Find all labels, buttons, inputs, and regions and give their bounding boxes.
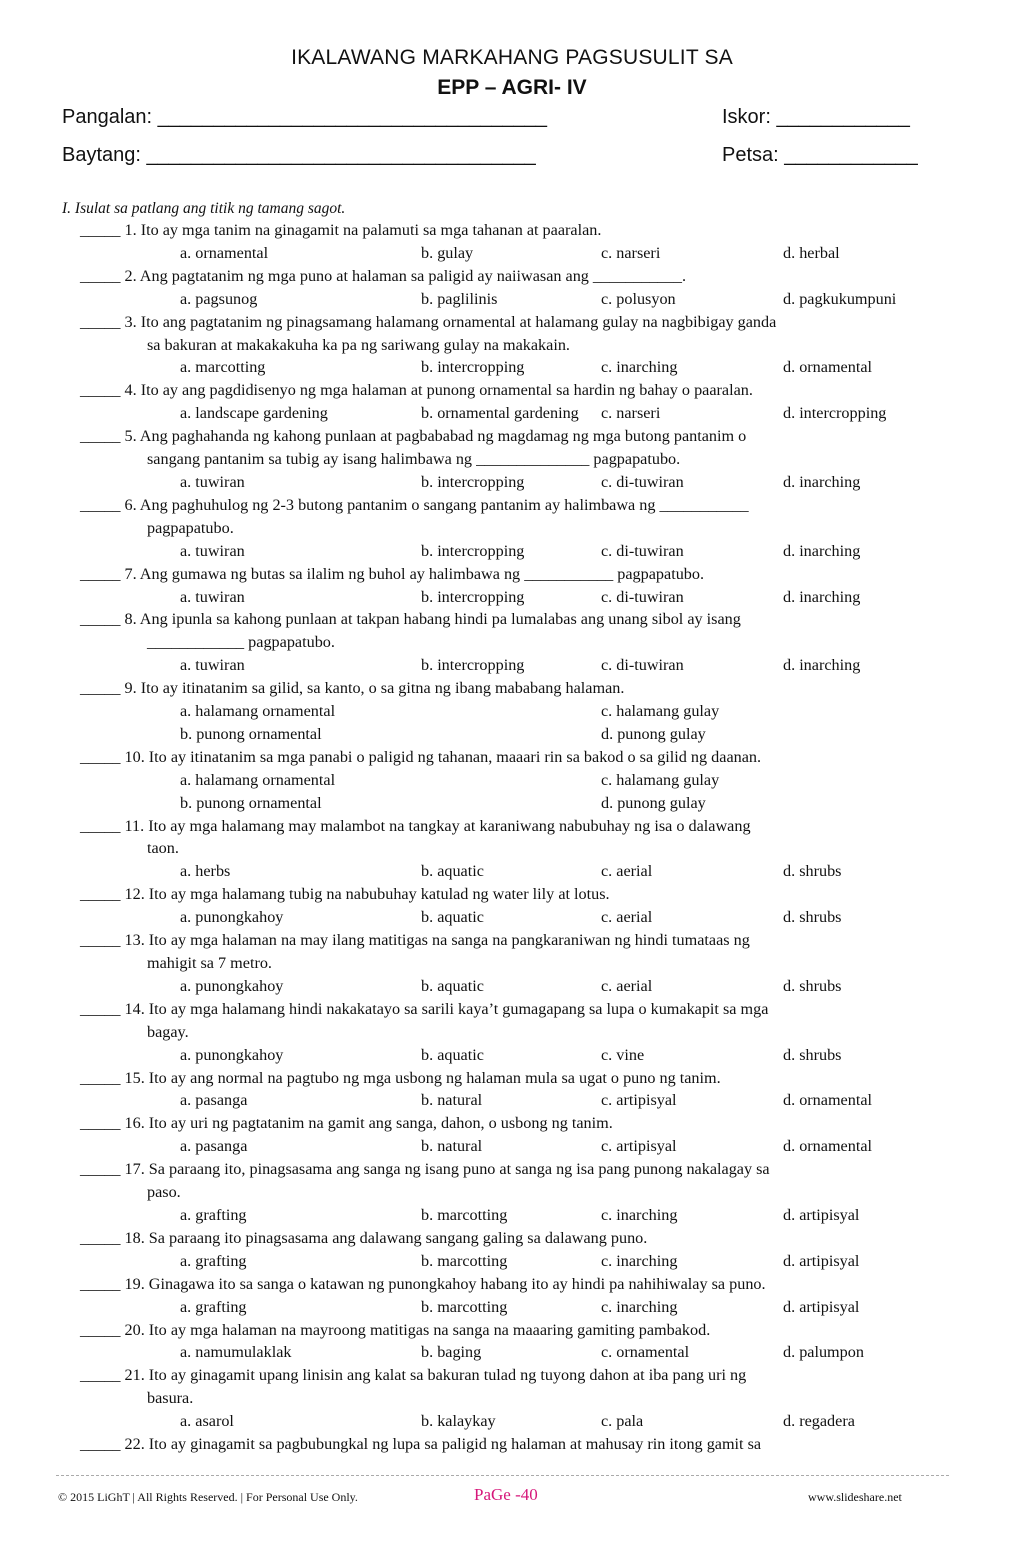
answer-choice: d. artipisyal — [783, 1297, 860, 1316]
question-text: _____ 14. Ito ay mga halamang hindi nakakatayo sa sarili kaya’t gumagapang sa lupa o kumakapit sa mga — [80, 999, 769, 1018]
answer-choice — [783, 792, 963, 815]
answer-choice: c. inarching — [601, 1297, 678, 1316]
choice-row — [80, 1089, 980, 1112]
answer-choice: b. marcotting — [421, 1297, 508, 1316]
question-text: _____ 19. Ginagawa ito sa sanga o katawan ng punongkahoy habang ito ay hindi pa nahihiwalay sa puno. — [80, 1274, 766, 1293]
answer-choice: a. pasanga — [180, 1091, 248, 1110]
question-item — [80, 1433, 980, 1456]
question-text: _____ 8. Ang ipunla sa kahong punlaan at takpan habang hindi pa lumalabas ang unang sibol ay isang — [80, 610, 741, 629]
question-list — [80, 219, 980, 1456]
grade-field: Baytang: ___________________________________ — [62, 144, 536, 166]
answer-choice: d. punong gulay — [601, 793, 706, 812]
answer-choice: b. baging — [421, 1343, 482, 1362]
answer-choice: a. tuwiran — [180, 587, 245, 606]
choice-row — [80, 700, 980, 723]
choice-row — [80, 975, 980, 998]
answer-choice: b. aquatic — [421, 976, 484, 995]
answer-choice — [783, 769, 963, 792]
question-item — [80, 494, 980, 563]
choice-row — [80, 402, 980, 425]
answer-choice: d. inarching — [783, 656, 861, 675]
answer-choice: c. di-tuwiran — [601, 587, 684, 606]
choice-row — [80, 1044, 980, 1067]
answer-choice: a. pasanga — [180, 1137, 248, 1156]
question-text-continued: sangang pantanim sa tubig ay isang halimbawa ng ______________ pagpapatubo. — [147, 450, 681, 469]
choice-row — [80, 860, 980, 883]
choice-row — [80, 540, 980, 563]
answer-choice: c. aerial — [601, 908, 653, 927]
question-text: _____ 12. Ito ay mga halamang tubig na nabubuhay katulad ng water lily at lotus. — [80, 885, 610, 904]
answer-choice: b. natural — [421, 1137, 483, 1156]
answer-choice: d. inarching — [783, 541, 861, 560]
answer-choice: b. ornamental gardening — [421, 404, 579, 423]
answer-choice: a. grafting — [180, 1251, 247, 1270]
answer-choice: c. halamang gulay — [601, 770, 720, 789]
answer-choice — [783, 700, 963, 723]
question-text-continued: bagay. — [147, 1022, 189, 1041]
answer-choice: a. punongkahoy — [180, 1045, 284, 1064]
question-item — [80, 1364, 980, 1433]
question-text-continued: ____________ pagpapatubo. — [147, 633, 335, 652]
answer-choice: a. punongkahoy — [180, 908, 284, 927]
answer-choice: c. di-tuwiran — [601, 472, 684, 491]
answer-choice: d. shrubs — [783, 976, 842, 995]
answer-choice: b. punong ornamental — [180, 793, 322, 812]
answer-choice: a. tuwiran — [180, 541, 245, 560]
question-text: _____ 13. Ito ay mga halaman na may ilang matitigas na sanga na pangkaraniwan ng hindi tumataas ng — [80, 931, 750, 950]
answer-choice — [421, 792, 601, 815]
footer-copyright: © 2015 LiGhT | All Rights Reserved. | For Personal Use Only. — [58, 1490, 358, 1504]
answer-choice: b. marcotting — [421, 1205, 508, 1224]
choice-row — [80, 1135, 980, 1158]
question-item — [80, 1273, 980, 1319]
choice-row — [80, 1204, 980, 1227]
answer-choice: b. marcotting — [421, 1251, 508, 1270]
question-text: _____ 7. Ang gumawa ng butas sa ilalim ng buhol ay halimbawa ng ___________ pagpapatubo. — [80, 564, 705, 583]
answer-choice: a. grafting — [180, 1205, 247, 1224]
question-text: _____ 1. Ito ay mga tanim na ginagamit na palamuti sa mga tahanan at paaralan. — [80, 221, 602, 239]
answer-choice: a. landscape gardening — [180, 404, 328, 423]
answer-choice: d. inarching — [783, 472, 861, 491]
answer-choice: b. punong ornamental — [180, 724, 322, 743]
question-item — [80, 311, 980, 380]
answer-choice: d. ornamental — [783, 1091, 872, 1110]
answer-choice: d. regadera — [783, 1412, 855, 1431]
answer-choice: a. grafting — [180, 1297, 247, 1316]
answer-choice: b. intercropping — [421, 472, 525, 491]
footer-site: www.slideshare.net — [808, 1490, 902, 1504]
answer-choice: c. inarching — [601, 1205, 678, 1224]
answer-choice: d. shrubs — [783, 1045, 842, 1064]
question-item — [80, 746, 980, 815]
answer-choice — [421, 769, 601, 792]
answer-choice: d. punong gulay — [601, 724, 706, 743]
answer-choice — [783, 723, 963, 746]
question-item — [80, 815, 980, 884]
answer-choice: d. intercropping — [783, 404, 887, 423]
question-item — [80, 379, 980, 425]
score-field: Iskor: ____________ — [722, 106, 910, 128]
answer-choice: a. punongkahoy — [180, 976, 284, 995]
choice-row — [80, 1296, 980, 1319]
question-item — [80, 929, 980, 998]
answer-choice: c. artipisyal — [601, 1091, 677, 1110]
choice-row — [80, 356, 980, 379]
answer-choice: a. tuwiran — [180, 656, 245, 675]
answer-choice: a. namumulaklak — [180, 1343, 292, 1362]
choice-row — [80, 769, 980, 792]
question-text-continued: pagpapatubo. — [147, 518, 234, 537]
question-text: _____ 2. Ang pagtatanim ng mga puno at halaman sa paligid ay naiiwasan ang ___________. — [80, 266, 687, 285]
question-text: _____ 16. Ito ay uri ng pagtatanim na gamit ang sanga, dahon, o usbong ng tanim. — [80, 1114, 613, 1133]
question-item — [80, 265, 980, 311]
name-field: Pangalan: ___________________________________ — [62, 106, 547, 128]
answer-choice: d. ornamental — [783, 1137, 872, 1156]
choice-row — [80, 242, 980, 265]
question-item — [80, 883, 980, 929]
question-item — [80, 1112, 980, 1158]
answer-choice — [421, 700, 601, 723]
exam-subject: EPP – AGRI- IV — [437, 76, 587, 99]
answer-choice: b. aquatic — [421, 908, 484, 927]
answer-choice: c. polusyon — [601, 289, 676, 308]
answer-choice: c. narseri — [601, 404, 661, 423]
answer-choice: b. gulay — [421, 243, 474, 262]
answer-choice: b. intercropping — [421, 541, 525, 560]
question-item — [80, 608, 980, 677]
question-text: _____ 15. Ito ay ang normal na pagtubo ng mga usbong ng halaman mula sa ugat o puno ng tanim. — [80, 1068, 721, 1087]
page-number: PaGe -40 — [474, 1485, 538, 1504]
question-text: _____ 9. Ito ay itinatanim sa gilid, sa kanto, o sa gitna ng ibang mababang halaman. — [80, 679, 625, 698]
answer-choice: b. intercropping — [421, 587, 525, 606]
choice-row — [80, 654, 980, 677]
choice-row — [80, 1250, 980, 1273]
choice-row — [80, 1410, 980, 1433]
question-text: _____ 11. Ito ay mga halamang may malambot na tangkay at karaniwang nabubuhay ng isa o dalawang — [80, 816, 751, 835]
choice-row — [80, 792, 980, 815]
choice-row — [80, 288, 980, 311]
question-text: _____ 21. Ito ay ginagamit upang linisin ang kalat sa bakuran tulad ng tuyong dahon at iba pang uri ng — [80, 1366, 747, 1385]
question-text: _____ 22. Ito ay ginagamit sa pagbubungkal ng lupa sa paligid ng halaman at mahusay rin itong gamit sa — [80, 1435, 762, 1454]
answer-choice: a. tuwiran — [180, 472, 245, 491]
answer-choice: d. palumpon — [783, 1343, 864, 1362]
question-item — [80, 425, 980, 494]
answer-choice: d. ornamental — [783, 358, 872, 377]
answer-choice: d. shrubs — [783, 862, 842, 881]
question-item — [80, 1067, 980, 1113]
question-item — [80, 1319, 980, 1365]
answer-choice: c. aerial — [601, 976, 653, 995]
choice-row — [80, 906, 980, 929]
question-text-continued: sa bakuran at makakakuha ka pa ng sariwang gulay na makakain. — [147, 335, 570, 354]
question-text: _____ 17. Sa paraang ito, pinagsasama ang sanga ng isang puno at sanga ng isa pang punong nakalagay sa — [80, 1160, 770, 1179]
answer-choice: c. inarching — [601, 358, 678, 377]
footer-divider — [56, 1475, 949, 1476]
answer-choice: b. intercropping — [421, 358, 525, 377]
answer-choice: c. aerial — [601, 862, 653, 881]
answer-choice: d. pagkukumpuni — [783, 289, 897, 308]
answer-choice: c. narseri — [601, 243, 661, 262]
question-item — [80, 1227, 980, 1273]
answer-choice: b. aquatic — [421, 1045, 484, 1064]
answer-choice: d. inarching — [783, 587, 861, 606]
question-text-continued: mahigit sa 7 metro. — [147, 954, 272, 972]
question-item — [80, 1158, 980, 1227]
choice-row — [80, 1341, 980, 1364]
answer-choice: b. paglilinis — [421, 289, 498, 308]
choice-row — [80, 586, 980, 609]
question-item — [80, 219, 980, 265]
question-text: _____ 6. Ang paghuhulog ng 2-3 butong pantanim o sangang pantanim ay halimbawa ng ___________ — [80, 495, 749, 514]
answer-choice: a. pagsunog — [180, 289, 258, 308]
choice-row — [80, 723, 980, 746]
question-text: _____ 4. Ito ay ang pagdidisenyo ng mga halaman at punong ornamental sa hardin ng bahay o paaralan. — [80, 381, 753, 400]
date-field: Petsa: ____________ — [722, 144, 918, 166]
answer-choice: a. asarol — [180, 1412, 234, 1431]
question-text: _____ 10. Ito ay itinatanim sa mga panabi o paligid ng tahanan, maaari rin sa bakod o sa gilid ng daanan. — [80, 747, 762, 766]
answer-choice: a. ornamental — [180, 243, 269, 262]
question-item — [80, 563, 980, 609]
question-text-continued: paso. — [147, 1183, 181, 1202]
answer-choice: b. aquatic — [421, 862, 484, 881]
answer-choice: d. artipisyal — [783, 1251, 860, 1270]
answer-choice: c. di-tuwiran — [601, 541, 684, 560]
answer-choice — [421, 723, 601, 746]
answer-choice: c. di-tuwiran — [601, 656, 684, 675]
answer-choice: c. vine — [601, 1045, 645, 1064]
question-text: _____ 20. Ito ay mga halaman na mayroong matitigas na sanga na maaaring gamiting pambakod. — [80, 1320, 711, 1339]
question-item — [80, 677, 980, 746]
answer-choice: d. shrubs — [783, 908, 842, 927]
question-text-continued: basura. — [147, 1389, 194, 1408]
question-text-continued: taon. — [147, 839, 179, 858]
exam-title: IKALAWANG MARKAHANG PAGSUSULIT SA — [291, 46, 733, 69]
answer-choice: a. halamang ornamental — [180, 770, 336, 789]
answer-choice: c. pala — [601, 1412, 644, 1431]
answer-choice: a. marcotting — [180, 358, 266, 377]
question-item — [80, 998, 980, 1067]
answer-choice: b. natural — [421, 1091, 483, 1110]
question-text: _____ 3. Ito ang pagtatanim ng pinagsamang halamang ornamental at halamang gulay na nagbibigay ganda — [80, 312, 777, 331]
choice-row — [80, 471, 980, 494]
answer-choice: c. inarching — [601, 1251, 678, 1270]
answer-choice: a. halamang ornamental — [180, 702, 336, 721]
answer-choice: c. artipisyal — [601, 1137, 677, 1156]
answer-choice: b. kalaykay — [421, 1412, 496, 1431]
answer-choice: a. herbs — [180, 862, 231, 881]
answer-choice: c. halamang gulay — [601, 702, 720, 721]
instruction: I. Isulat sa patlang ang titik ng tamang sagot. — [62, 200, 346, 217]
answer-choice: c. ornamental — [601, 1343, 690, 1362]
answer-choice: d. herbal — [783, 243, 840, 262]
answer-choice: d. artipisyal — [783, 1205, 860, 1224]
question-text: _____ 18. Sa paraang ito pinagsasama ang dalawang sangang galing sa dalawang puno. — [80, 1228, 648, 1247]
answer-choice: b. intercropping — [421, 656, 525, 675]
question-text: _____ 5. Ang paghahanda ng kahong punlaan at pagbababad ng magdamag ng mga butong pantanim o — [80, 427, 747, 446]
